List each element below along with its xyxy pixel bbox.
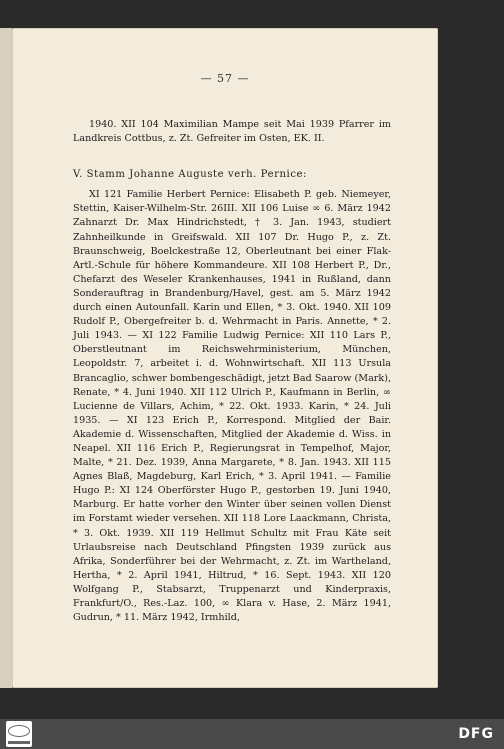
body-paragraph: XI 121 Familie Herbert Pernice: Elisabeth P. geb. Niemeyer, Stettin, Kaiser-Wilhelm-Str. 26III. XII 106 Luise ∞ 6. März 1942 Zahnarzt Dr. Max Hindrichstedt, † 3. Jan. 1943, studiert Zahnheilkunde in Greifswald. XII 107 Dr. Hugo P., z. Zt. Braunschweig, Boelckestraße 12, Oberleutnant bei einer Flak-Artl.-Schule für höhere Kommandeure. XII 108 Herbert P., Dr., Chefarzt des Weseler Krankenhauses, 1941 in Rußland, dann Sonderauftrag in Brandenburg/Havel, gest. am 5. März 1942 durch einen Autounfall. Karin und Ellen, * 3. Okt. 1940. XII 109 Rudolf P., Obergefreiter b. d. Wehrmacht in Paris. Annette, * 2. Juli 1943. — XI 122 Familie Ludwig Pernice: XII 110 Lars P., Oberstleutnant im Reichswehrministerium, München, Leopoldstr. 7, arbeitet i. d. Wohnwirtschaft. XII 113 Ursula Brancaglio, schwer bombengeschädigt, jetzt Bad Saarow (Mark), Renate, * 4. Juni 1940. XII 112 Ulrich P., Kaufmann in Berlin, ∞ Lucienne de Villars, Achim, * 22. Okt. 1933. Karin, * 24. Juli 1935. — XI 123 Erich P., Korrespond. Mitglied der Bair. Akademie d. Wissenschaften, Mitglied der Akademie d. Wiss. in Neapel. XII 116 Erich P., Regierungsrat in Tempelhof, Major, Malte, * 21. Dez. 1939, Anna Margarete, * 8. Jan. 1943. XII 115 Agnes Blaß, Magdeburg, Karl Erich, * 3. April 1941. — Familie Hugo P.: XI 124 Oberförster Hugo P., gestorben 19. Juni 1940, Marburg. Er hatte vorher den Winter über seinen vollen Dienst im Forstamt wieder versehen. XII 118 Lore Laackmann, Christa, * 3. Okt. 1939. XII 119 Hellmut Schultz mit Frau Käte seit Urlaubsreise nach Deutschland Pfingsten 1939 zurück aus Afrika, Sonderführer bei der Wehrmacht, z. Zt. im Wartheland, Hertha, * 2. April 1941, Hiltrud, * 16. Sept. 1943. XII 120 Wolfgang P., Stabsarzt, Truppenarzt und Kinderpraxis, Frankfurt/O., Res.-Laz. 100, ∞ Klara v. Hase, 2. März 1941, Gudrun, * 11. März 1942, Irmhild, xyxy=(73,189,391,624)
foundation-logo-icon xyxy=(6,721,32,747)
section-heading: V. Stamm Johanne Auguste verh. Pernice: xyxy=(73,169,308,181)
adjacent-page-edge xyxy=(0,28,12,688)
page-number: — 57 — xyxy=(200,72,250,85)
book-page xyxy=(12,28,438,688)
dfg-logo: DFG xyxy=(458,726,494,742)
footer-bar xyxy=(0,719,504,749)
page-text xyxy=(73,118,391,625)
intro-paragraph: 1940. XII 104 Maximilian Mampe seit Mai 1939 Pfarrer im Landkreis Cottbus, z. Zt. Gefreiter im Osten, EK. II. xyxy=(73,119,391,145)
